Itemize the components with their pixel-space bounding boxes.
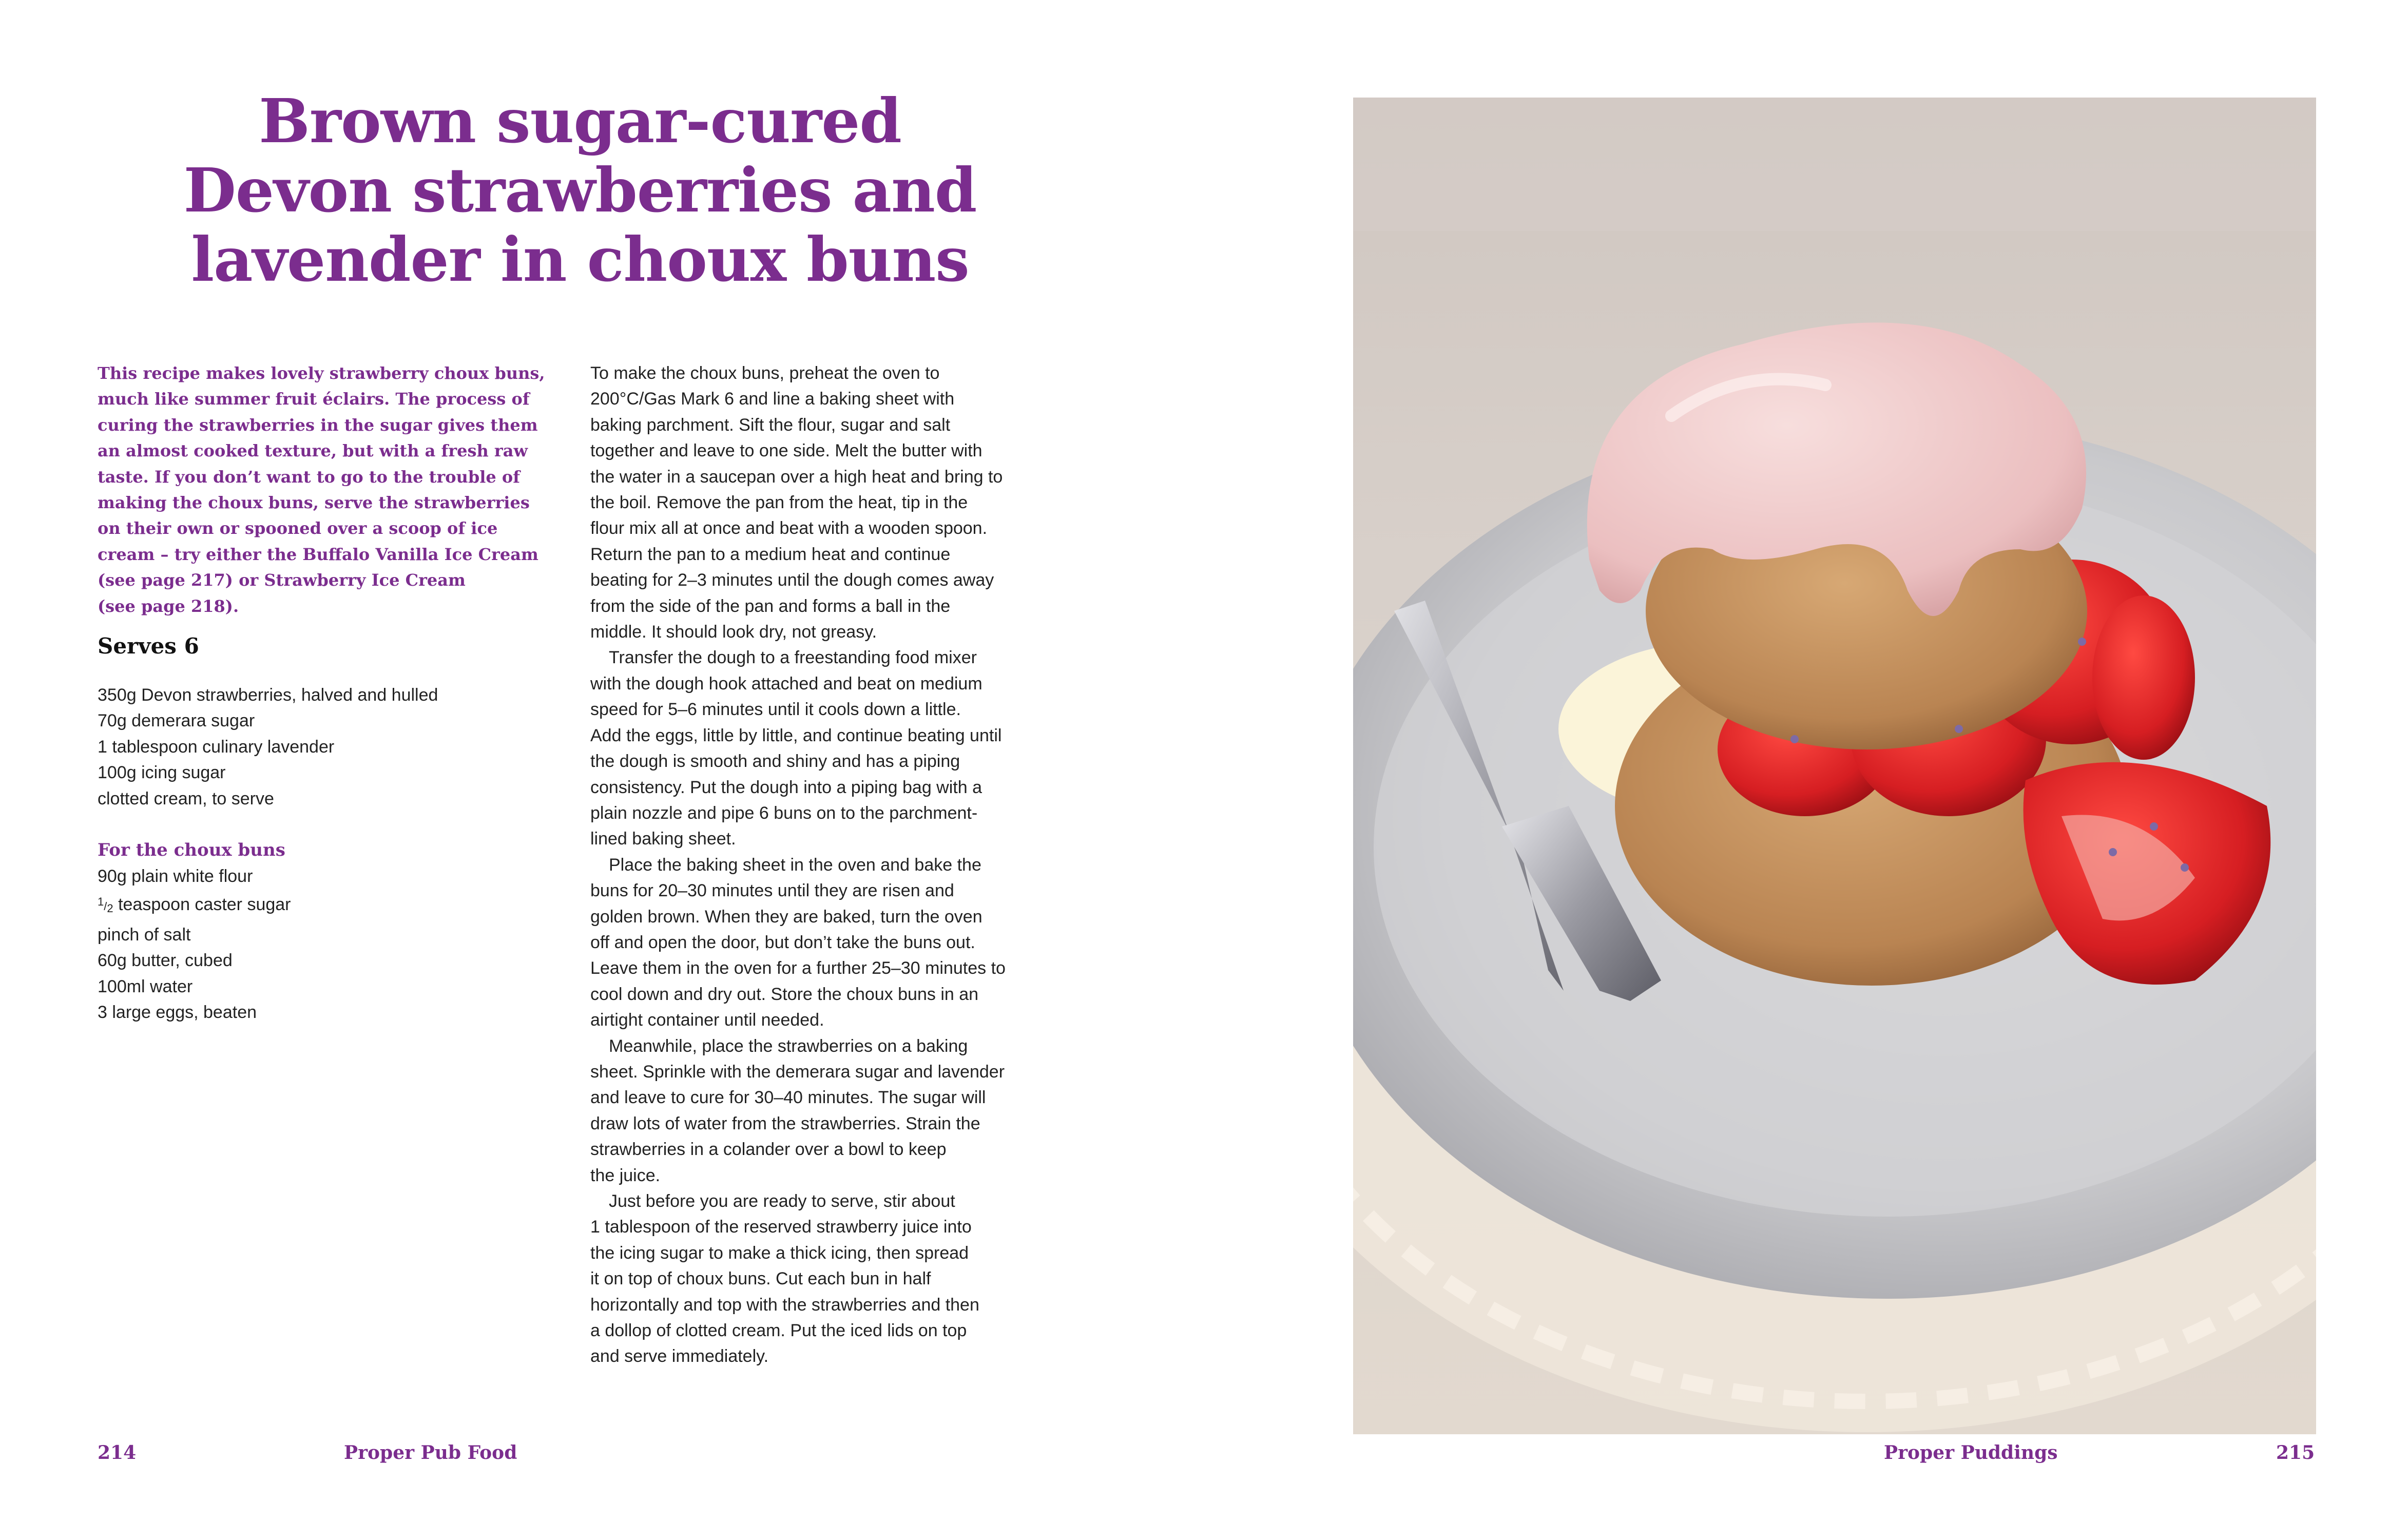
right-page-number: 215	[2276, 1442, 2315, 1464]
method-line: and serve immediately.	[590, 1346, 769, 1366]
method-line: strawberries in a colander over a bowl to keep	[590, 1140, 947, 1160]
method-line: consistency. Put the dough into a piping bag with a	[590, 777, 982, 797]
ingredient-list	[98, 682, 570, 812]
ingredient-item: 100g icing sugar	[98, 763, 226, 783]
ingredient-item	[98, 889, 570, 921]
choux-subheading: For the choux buns	[98, 840, 285, 861]
method-line: a dollop of clotted cream. Put the iced lids on top	[590, 1321, 967, 1341]
intro-line: (see page 217) or Strawberry Ice Cream	[98, 570, 466, 590]
intro-line: on their own or spooned over a scoop of ice	[98, 518, 498, 538]
fraction-denominator: 2	[107, 902, 113, 915]
method-line: To make the choux buns, preheat the oven to	[590, 363, 940, 383]
method-line: baking parchment. Sift the flour, sugar and salt	[590, 415, 951, 435]
left-running-title: Proper Pub Food	[344, 1442, 517, 1464]
left-page-number: 214	[98, 1442, 137, 1464]
ingredient-item: 3 large eggs, beaten	[98, 1002, 257, 1022]
recipe-photo	[1353, 98, 2316, 1434]
method-line: cool down and dry out. Store the choux buns in an	[590, 984, 979, 1004]
intro-line: much like summer fruit éclairs. The process of	[98, 389, 530, 409]
intro-line: curing the strawberries in the sugar gives them	[98, 415, 538, 435]
method-line: beating for 2–3 minutes until the dough comes away	[590, 570, 994, 590]
method-line: Place the baking sheet in the oven and bake the	[609, 855, 981, 875]
method-line: flour mix all at once and beat with a wooden spoon.	[590, 518, 988, 538]
method-column	[590, 360, 1068, 1370]
intro-line: cream – try either the Buffalo Vanilla Ice Cream	[98, 544, 538, 564]
ingredient-item: 60g butter, cubed	[98, 951, 233, 971]
intro-line: This recipe makes lovely strawberry choux buns,	[98, 363, 545, 383]
method-text	[590, 360, 1068, 1370]
method-line: lined baking sheet.	[590, 829, 736, 849]
method-line: Add the eggs, little by little, and continue beating until	[590, 725, 1002, 745]
method-line: 200°C/Gas Mark 6 and line a baking sheet with	[590, 389, 955, 409]
method-line: the boil. Remove the pan from the heat, tip in the	[590, 493, 968, 513]
method-line: from the side of the pan and forms a ball in the	[590, 596, 951, 616]
method-line: 1 tablespoon of the reserved strawberry juice into	[590, 1217, 972, 1237]
serves-heading: Serves 6	[98, 633, 199, 659]
method-line: speed for 5–6 minutes until it cools down a little.	[590, 700, 961, 720]
method-line: the dough is smooth and shiny and has a piping	[590, 752, 960, 772]
method-line: plain nozzle and pipe 6 buns on to the parchment-	[590, 803, 978, 823]
method-line: Meanwhile, place the strawberries on a baking	[609, 1036, 968, 1056]
intro-line: an almost cooked texture, but with a fresh raw	[98, 441, 528, 461]
method-line: the water in a saucepan over a high heat and bring to	[590, 467, 1003, 487]
method-line: middle. It should look dry, not greasy.	[590, 622, 877, 642]
intro-line: making the choux buns, serve the strawberries	[98, 493, 530, 513]
recipe-title	[98, 86, 1063, 294]
right-running-title: Proper Puddings	[1884, 1442, 2058, 1464]
method-line: the icing sugar to make a thick icing, then spread	[590, 1243, 969, 1263]
ingredient-item: clotted cream, to serve	[98, 788, 274, 808]
method-line: airtight container until needed.	[590, 1010, 824, 1030]
method-line: draw lots of water from the strawberries. Strain the	[590, 1113, 980, 1133]
intro-line: taste. If you don’t want to go to the trouble of	[98, 467, 521, 487]
ingredient-item: 90g plain white flour	[98, 866, 253, 886]
method-line: Leave them in the oven for a further 25–30 minutes to	[590, 958, 1006, 978]
method-line: the juice.	[590, 1165, 661, 1185]
intro-line: (see page 218).	[98, 596, 239, 616]
title-line: lavender in choux buns	[191, 224, 969, 295]
ingredient-item: 1 tablespoon culinary lavender	[98, 737, 335, 757]
ingredient-text: teaspoon caster sugar	[113, 895, 291, 915]
fraction-numerator: 1	[98, 895, 104, 909]
method-line: sheet. Sprinkle with the demerara sugar and lavender	[590, 1062, 1005, 1082]
method-line: with the dough hook attached and beat on medium	[590, 673, 982, 694]
method-line: off and open the door, but don’t take the buns out.	[590, 932, 975, 952]
method-line: buns for 20–30 minutes until they are risen and	[590, 881, 954, 901]
method-line: together and leave to one side. Melt the butter with	[590, 441, 982, 461]
method-line: golden brown. When they are baked, turn the oven	[590, 907, 982, 927]
ingredient-item: 100ml water	[98, 976, 193, 996]
method-line: Transfer the dough to a freestanding food mixer	[609, 648, 977, 668]
ingredient-item: 70g demerara sugar	[98, 711, 255, 731]
method-line: it on top of choux buns. Cut each bun in half	[590, 1269, 931, 1289]
method-line: horizontally and top with the strawberries and then	[590, 1295, 979, 1315]
method-line: Just before you are ready to serve, stir about	[609, 1191, 955, 1211]
title-line: Brown sugar-cured	[259, 85, 901, 157]
title-line: Devon strawberries and	[183, 155, 977, 226]
ingredient-item: pinch of salt	[98, 925, 191, 945]
method-line: Return the pan to a medium heat and continue	[590, 544, 951, 564]
ingredient-item: 350g Devon strawberries, halved and hulled	[98, 685, 438, 705]
choux-ingredient-list	[98, 863, 570, 1025]
recipe-intro	[98, 360, 570, 619]
fraction: $^1/_2$	[98, 895, 113, 915]
left-column	[98, 360, 570, 1025]
method-line: and leave to cure for 30–40 minutes. The sugar will	[590, 1088, 986, 1108]
choux-bun-photo-icon	[1353, 98, 2316, 1434]
